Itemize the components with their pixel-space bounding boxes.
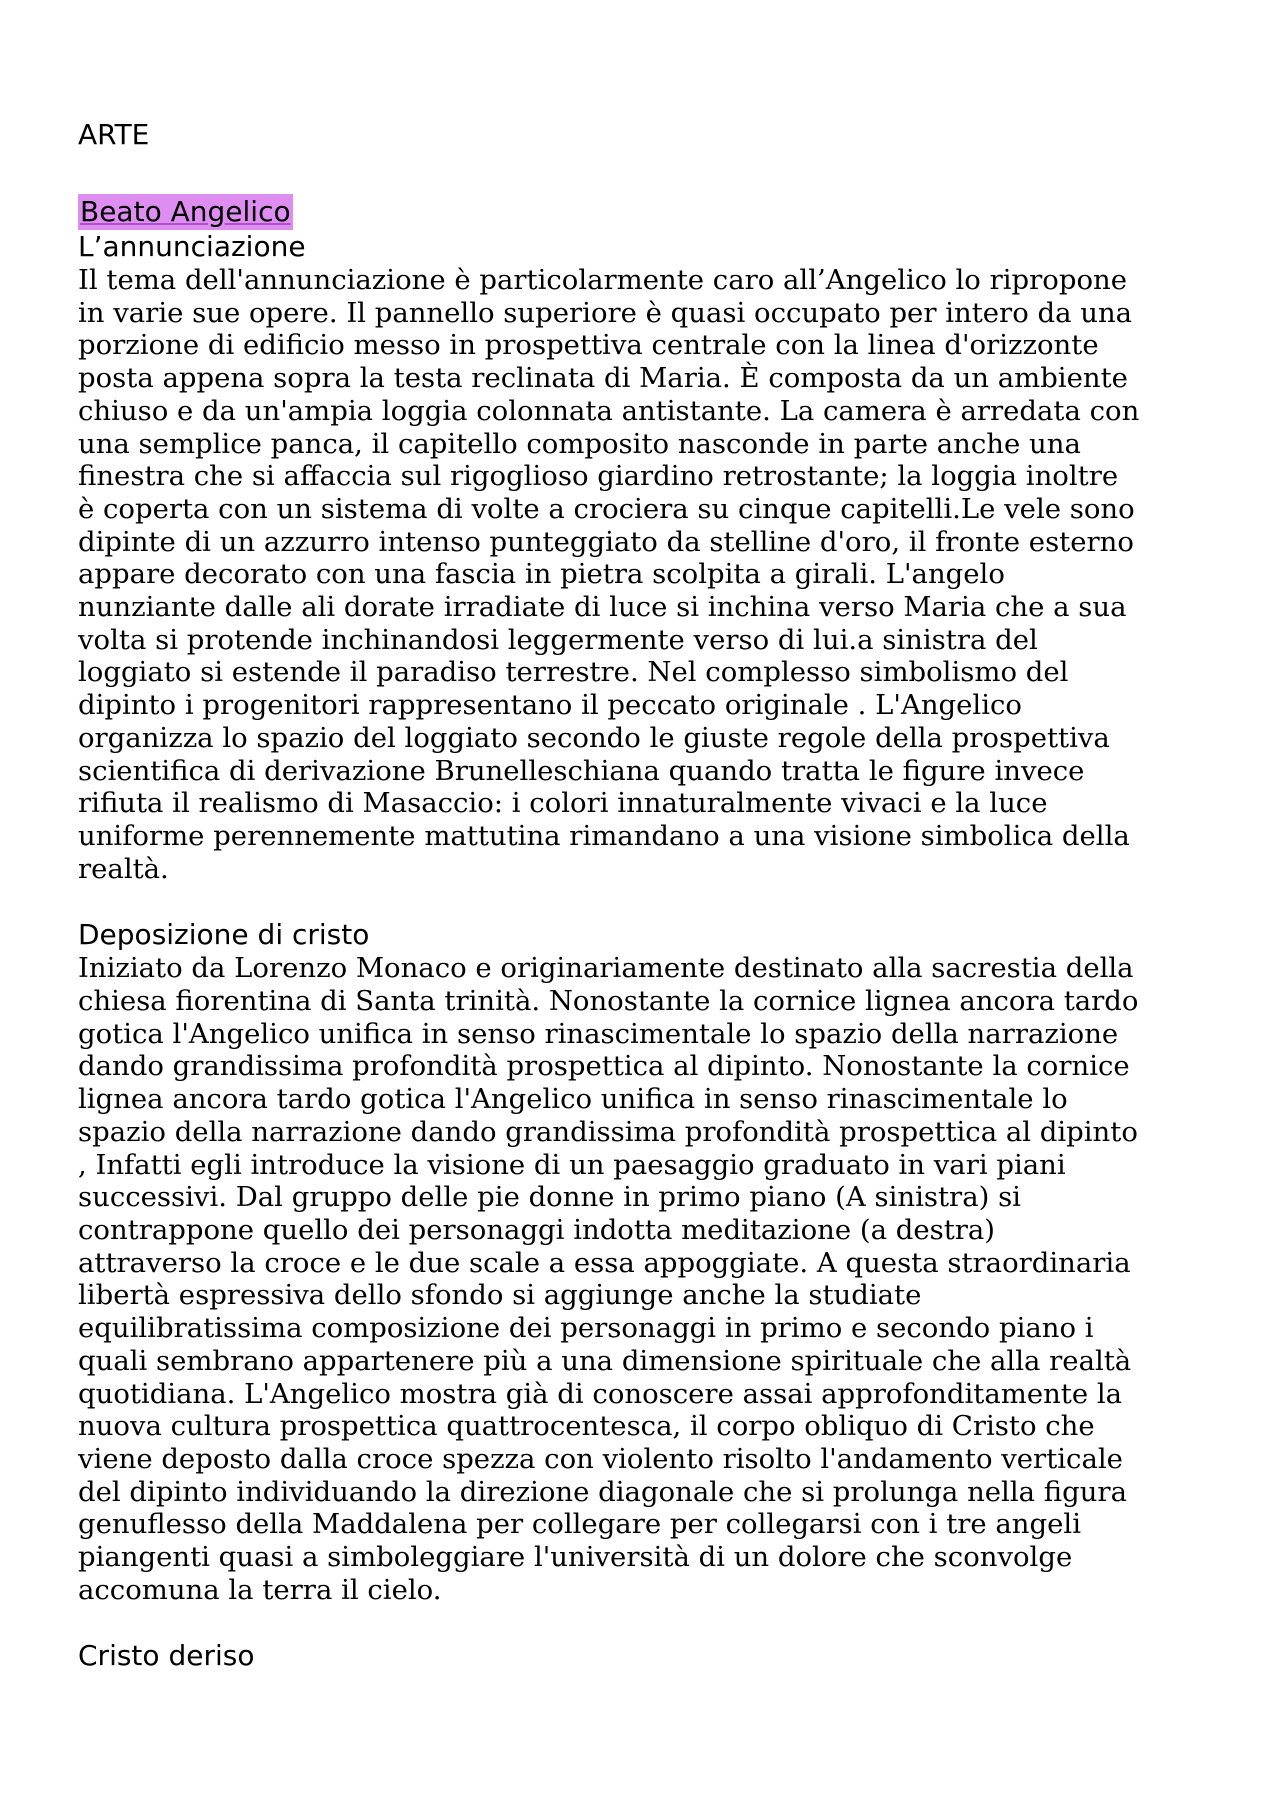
section-title-highlighted: Beato Angelico xyxy=(80,195,291,228)
paragraph-line: attraverso la croce e le due scale a essa appoggiate. A questa straordinaria xyxy=(78,1246,1131,1279)
paragraph-line: quotidiana. L'Angelico mostra già di conoscere assai approfonditamente la xyxy=(78,1377,1123,1410)
paragraph-line: Il tema dell'annunciazione è particolarmente caro all’Angelico lo ripropone xyxy=(78,264,1127,296)
paragraph-line: scientifica di derivazione Brunelleschiana quando tratta le figure invece xyxy=(78,754,1085,787)
subsection-heading: Cristo deriso xyxy=(78,1639,255,1673)
paragraph-line: in varie sue opere. Il pannello superiore è quasi occupato per intero da una xyxy=(78,296,1133,329)
subsection-heading: L’annunciazione xyxy=(78,230,306,263)
paragraph-line: dipinte di un azzurro intenso punteggiato da stelline d'oro, il fronte esterno xyxy=(78,525,1134,558)
subsection-paragraph xyxy=(78,952,1208,1606)
paragraph-line: dipinto i progenitori rappresentano il peccato originale . L'Angelico xyxy=(78,689,1022,722)
paragraph-line: rifiuta il realismo di Masaccio: i colori innaturalmente vivaci e la luce xyxy=(78,787,1048,820)
paragraph-line: porzione di edificio messo in prospettiva centrale con la linea d'orizzonte xyxy=(78,329,1099,362)
paragraph-line: contrappone quello dei personaggi indotta meditazione (a destra) xyxy=(78,1213,996,1246)
paragraph-line: una semplice panca, il capitello composito nasconde in parte anche una xyxy=(78,427,1081,460)
paragraph-line: appare decorato con una fascia in pietra scolpita a girali. L'angelo xyxy=(78,558,1005,591)
paragraph-line: viene deposto dalla croce spezza con violento risolto l'andamento verticale xyxy=(78,1442,1123,1475)
subsections-container xyxy=(78,230,1208,1673)
paragraph-line: quali sembrano appartenere più a una dimensione spirituale che alla realtà xyxy=(78,1344,1132,1377)
document-page xyxy=(78,118,1208,1673)
paragraph-line: chiesa fiorentina di Santa trinità. Nonostante la cornice lignea ancora tardo xyxy=(78,985,1139,1018)
paragraph-line: accomuna la terra il cielo. xyxy=(78,1573,442,1606)
paragraph-line: libertà espressiva dello sfondo si aggiunge anche la studiate xyxy=(78,1279,922,1312)
paragraph-line: , Infatti egli introduce la visione di un paesaggio graduato in vari piani xyxy=(78,1148,1066,1181)
paragraph-line: finestra che si affaccia sul rigoglioso giardino retrostante; la loggia inoltre xyxy=(78,460,1119,493)
subsection-heading: Deposizione di cristo xyxy=(78,918,370,952)
paragraph-line: posta appena sopra la testa reclinata di Maria. È composta da un ambiente xyxy=(78,362,1128,395)
document-title: ARTE xyxy=(78,118,150,151)
paragraph-line: nuova cultura prospettica quattrocentesca, il corpo obliquo di Cristo che xyxy=(78,1410,1095,1443)
paragraph-line: dando grandissima profondità prospettica al dipinto. Nonostante la cornice xyxy=(78,1050,1130,1083)
paragraph-line: successivi. Dal gruppo delle pie donne in primo piano (A sinistra) si xyxy=(78,1181,1021,1214)
paragraph-line: uniforme perennemente mattutina rimandano a una visione simbolica della xyxy=(78,819,1130,852)
paragraph-line: genuflesso della Maddalena per collegare per collegarsi con i tre angeli xyxy=(78,1508,1081,1541)
paragraph-line: chiuso e da un'ampia loggia colonnata antistante. La camera è arredata con xyxy=(78,394,1140,427)
paragraph-line: nunziante dalle ali dorate irradiate di luce si inchina verso Maria che a sua xyxy=(78,591,1127,624)
subsection-paragraph xyxy=(78,264,1208,885)
paragraph-line: organizza lo spazio del loggiato secondo le giuste regole della prospettiva xyxy=(78,721,1110,754)
paragraph-line: Iniziato da Lorenzo Monaco e originariamente destinato alla sacrestia della xyxy=(78,952,1134,985)
paragraph-line: del dipinto individuando la direzione diagonale che si prolunga nella figura xyxy=(78,1475,1127,1508)
paragraph-line: equilibratissima composizione dei personaggi in primo e secondo piano i xyxy=(78,1312,1094,1345)
paragraph-line: gotica l'Angelico unifica in senso rinascimentale lo spazio della narrazione xyxy=(78,1017,1119,1050)
paragraph-line: realtà. xyxy=(78,852,169,885)
paragraph-line: piangenti quasi a simboleggiare l'università di un dolore che sconvolge xyxy=(78,1541,1073,1574)
paragraph-line: lignea ancora tardo gotica l'Angelico unifica in senso rinascimentale lo xyxy=(78,1083,1068,1116)
paragraph-line: volta si protende inchinandosi leggermente verso di lui.a sinistra del xyxy=(78,623,1038,656)
paragraph-line: spazio della narrazione dando grandissima profondità prospettica al dipinto xyxy=(78,1115,1138,1148)
paragraph-line: loggiato si estende il paradiso terrestre. Nel complesso simbolismo del xyxy=(78,656,1069,689)
paragraph-line: è coperta con un sistema di volte a crociera su cinque capitelli.Le vele sono xyxy=(78,492,1135,525)
